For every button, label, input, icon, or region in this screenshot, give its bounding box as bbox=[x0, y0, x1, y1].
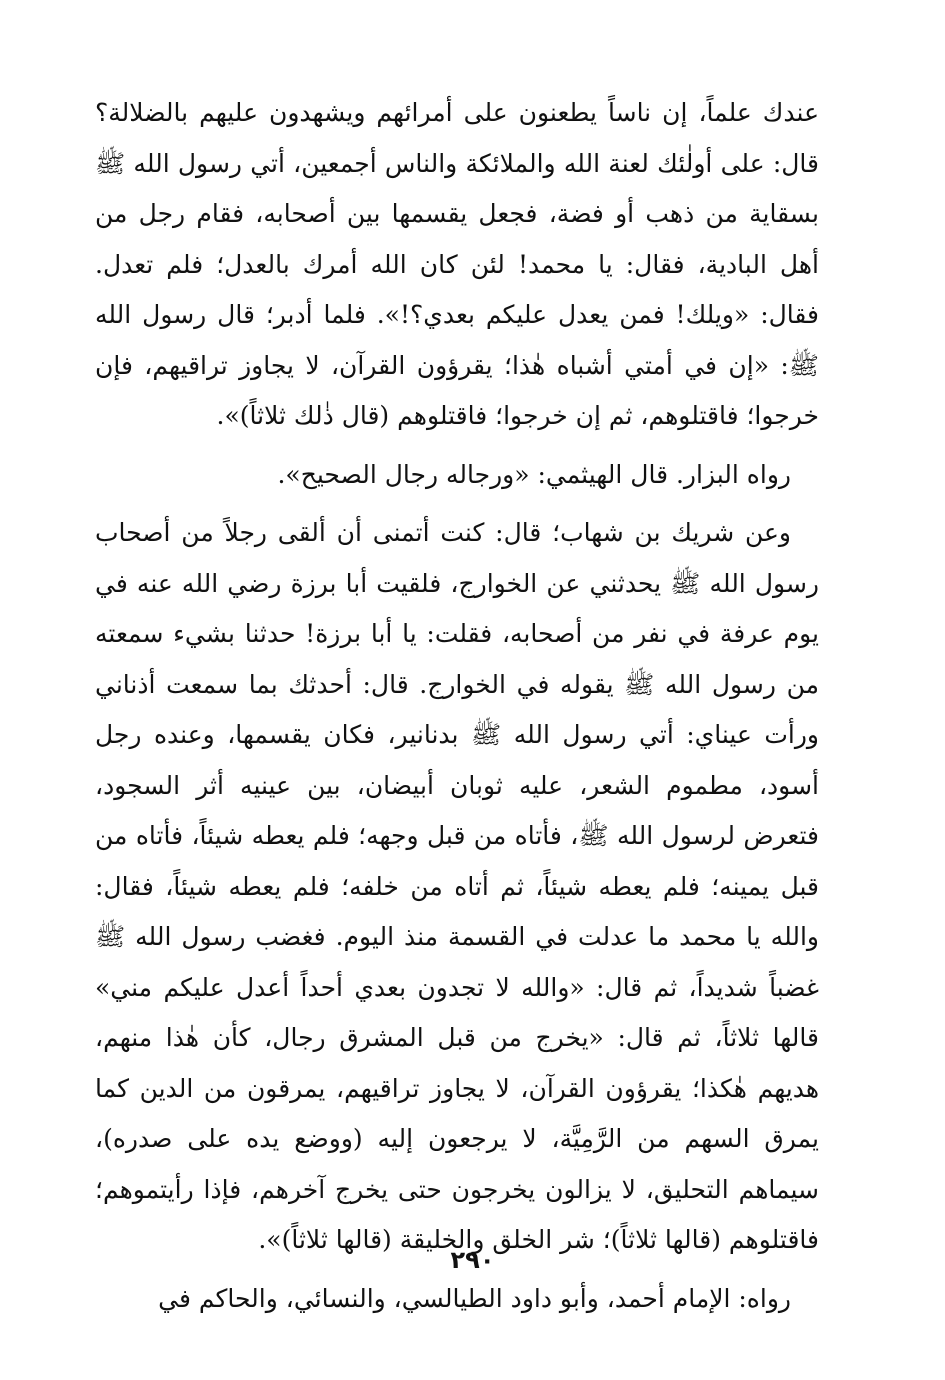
page-number: ٢٩٠ bbox=[450, 1246, 495, 1274]
paragraph-hadith-sharik: وعن شريك بن شهاب؛ قال: كنت أتمنى أن ألقى رجلاً من أصحاب رسول الله ﷺ يحدثني عن الخوارج، فلقيت أبا برزة رضي الله عنه في يوم عرفة في نفر من أصحابه، فقلت: يا أبا برزة! حدثنا بشيء سمعته من رسول الله ﷺ يقوله في الخوارج. قال: أحدثك بما سمعت أذناني ورأت عيناي: أتي رسول الله ﷺ بدنانير، فكان يقسمها، وعنده رجل أسود، مطموم الشعر، عليه ثوبان أبيضان، بين عينيه أثر السجود، فتعرض لرسول الله ﷺ، فأتاه من قبل وجهه؛ فلم يعطه شيئاً، فأتاه من قبل يمينه؛ فلم يعطه شيئاً، ثم أتاه من خلفه؛ فلم يعطه شيئاً، فقال: والله يا محمد ما عدلت في القسمة منذ اليوم. فغضب رسول الله ﷺ غضباً شديداً، ثم قال: «والله لا تجدون بعدي أحداً أعدل عليكم مني» قالها ثلاثاً، ثم قال: «يخرج من قبل المشرق رجال، كأن هٰذا منهم، هديهم هٰكذا؛ يقرؤون القرآن، لا يجاوز تراقيهم، يمرقون من الدين كما يمرق السهم من الرَّمِيَّة، لا يرجعون إليه (ووضع يده على صدره)، سيماهم التحليق، لا يزالون يخرجون حتى يخرج آخرهم، فإذا رأيتموهم؛ فاقتلوهم (قالها ثلاثاً)؛ شر الخلق والخليقة (قالها ثلاثاً)». bbox=[95, 518, 819, 1254]
page-body bbox=[95, 88, 819, 1324]
paragraph-source-bazzar: رواه البزار. قال الهيثمي: «ورجاله رجال الصحيح». bbox=[277, 459, 791, 489]
paragraph-hadith-continuation: عندك علماً، إن ناساً يطعنون على أمرائهم ويشهدون عليهم بالضلالة؟ قال: على أولٰئك لعنة الله والملائكة والناس أجمعين، أتي رسول الله ﷺ بسقاية من ذهب أو فضة، فجعل يقسمها بين أصحابه، فقام رجل من أهل البادية، فقال: يا محمد! لئن كان الله أمرك بالعدل؛ فلم تعدل. فقال: «ويلك! فمن يعدل عليكم بعدي؟!». فلما أدبر؛ قال رسول الله ﷺ: «إن في أمتي أشباه هٰذا؛ يقرؤون القرآن، لا يجاوز تراقيهم، فإن خرجوا؛ فاقتلوهم، ثم إن خرجوا؛ فاقتلوهم (قال ذٰلك ثلاثاً)». bbox=[95, 98, 819, 430]
paragraph-source-ahmad: رواه: الإمام أحمد، وأبو داود الطيالسي، والنسائي، والحاكم في bbox=[158, 1283, 791, 1313]
